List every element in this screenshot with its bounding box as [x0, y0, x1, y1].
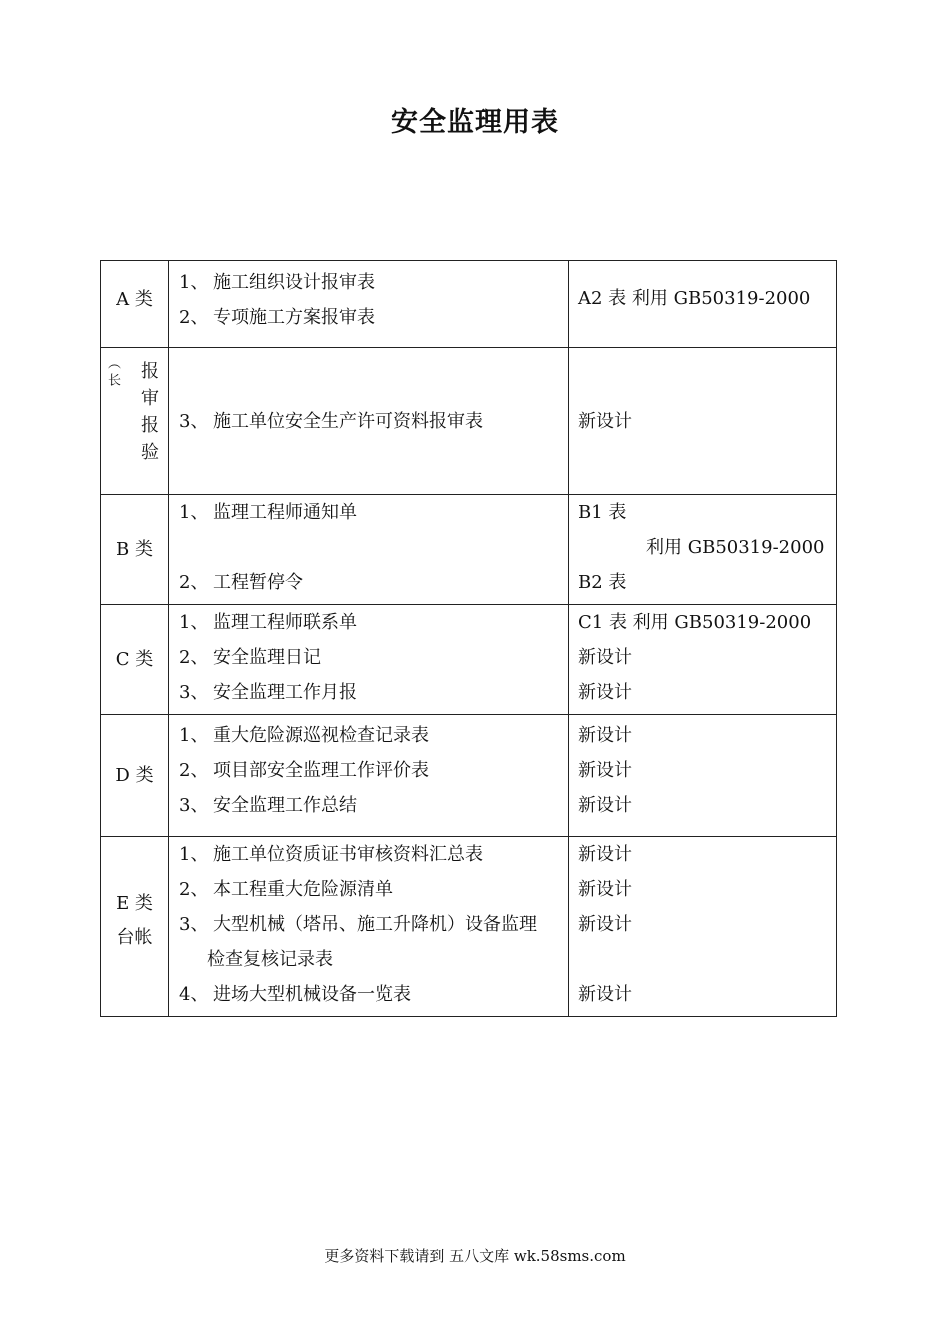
list-item: 1、 施工组织设计报审表: [179, 272, 375, 293]
list-item: 2、 专项施工方案报审表: [179, 307, 375, 328]
table-row-a-1: [101, 261, 837, 348]
ref-text: 新设计: [578, 795, 632, 816]
category-a-label-cell: [101, 261, 169, 348]
category-d-label: D 类: [115, 764, 154, 786]
ref-text: 新设计: [578, 725, 632, 746]
ref-text: 利用 GB50319-2000: [646, 537, 825, 558]
category-b-refs: [569, 495, 837, 605]
list-item: 2、 工程暂停令: [179, 572, 303, 593]
page-title: 安全监理用表: [391, 107, 559, 138]
table-row-d: [101, 715, 837, 837]
list-item: 1、 监理工程师联系单: [179, 612, 357, 633]
category-d-items: [169, 715, 569, 837]
category-a-items-1: [169, 261, 569, 348]
ref-text: B2 表: [578, 572, 627, 593]
category-c-label-cell: [101, 605, 169, 715]
ref-text: 新设计: [578, 647, 632, 668]
list-item: 3、 施工单位安全生产许可资料报审表: [179, 410, 483, 432]
ref-text: 新设计: [578, 682, 632, 703]
table-row-a-2: [101, 348, 837, 495]
category-a-items-2: [169, 348, 569, 495]
ref-text: 新设计: [578, 914, 632, 935]
ref-text: B1 表: [578, 502, 627, 523]
vertical-paren-text: （ 长: [105, 356, 120, 387]
category-e-items: [169, 837, 569, 1017]
list-item: 3、 大型机械（塔吊、施工升降机）设备监理: [179, 914, 537, 935]
category-e-refs: [569, 837, 837, 1017]
list-item: 1、 重大危险源巡视检查记录表: [179, 725, 429, 746]
table-row-e: [101, 837, 837, 1017]
forms-table: [100, 260, 837, 1017]
list-item: 1、 监理工程师通知单: [179, 502, 357, 523]
category-e-sublabel: 台帐: [116, 927, 153, 948]
list-item: 2、 安全监理日记: [179, 647, 321, 668]
category-d-label-cell: [101, 715, 169, 837]
category-a-label: A 类: [116, 289, 153, 310]
list-item: 4、 进场大型机械设备一览表: [179, 984, 411, 1005]
list-item: 2、 本工程重大危险源清单: [179, 879, 393, 900]
category-e-label: E 类: [116, 893, 153, 914]
list-item: 2、 项目部安全监理工作评价表: [179, 760, 429, 781]
list-item: 3、 安全监理工作总结: [179, 795, 357, 816]
list-item: 3、 安全监理工作月报: [179, 682, 357, 703]
category-c-items: [169, 605, 569, 715]
list-item: 1、 施工单位资质证书审核资料汇总表: [179, 844, 483, 865]
category-c-label: C 类: [115, 648, 154, 670]
ref-text: C1 表 利用 GB50319-2000: [578, 612, 812, 633]
list-item-continuation: 检查复核记录表: [207, 949, 333, 970]
ref-text: 新设计: [578, 844, 632, 865]
category-a-refs-2: [569, 348, 837, 495]
category-c-refs: [569, 605, 837, 715]
category-b-items: [169, 495, 569, 605]
category-b-label: B 类: [116, 538, 153, 560]
ref-text: 新设计: [578, 760, 632, 781]
ref-text: 新设计: [578, 879, 632, 900]
category-a-vertical-cell: [101, 348, 169, 495]
ref-text: 新设计: [578, 410, 632, 432]
table-row-b: [101, 495, 837, 605]
category-a-refs-1: [569, 261, 837, 348]
category-e-label-cell: [101, 837, 169, 1017]
ref-spacer: [578, 942, 836, 977]
vertical-label: 报 审 报 验: [141, 361, 159, 463]
category-d-refs: [569, 715, 837, 837]
list-item-spacer: [179, 530, 568, 565]
category-b-label-cell: [101, 495, 169, 605]
table-row-c: [101, 605, 837, 715]
footer-text: 更多资料下载请到 五八文库 wk.58sms.com: [324, 1247, 626, 1265]
ref-text: 新设计: [578, 984, 632, 1005]
ref-text: A2 表 利用 GB50319-2000: [578, 288, 811, 309]
